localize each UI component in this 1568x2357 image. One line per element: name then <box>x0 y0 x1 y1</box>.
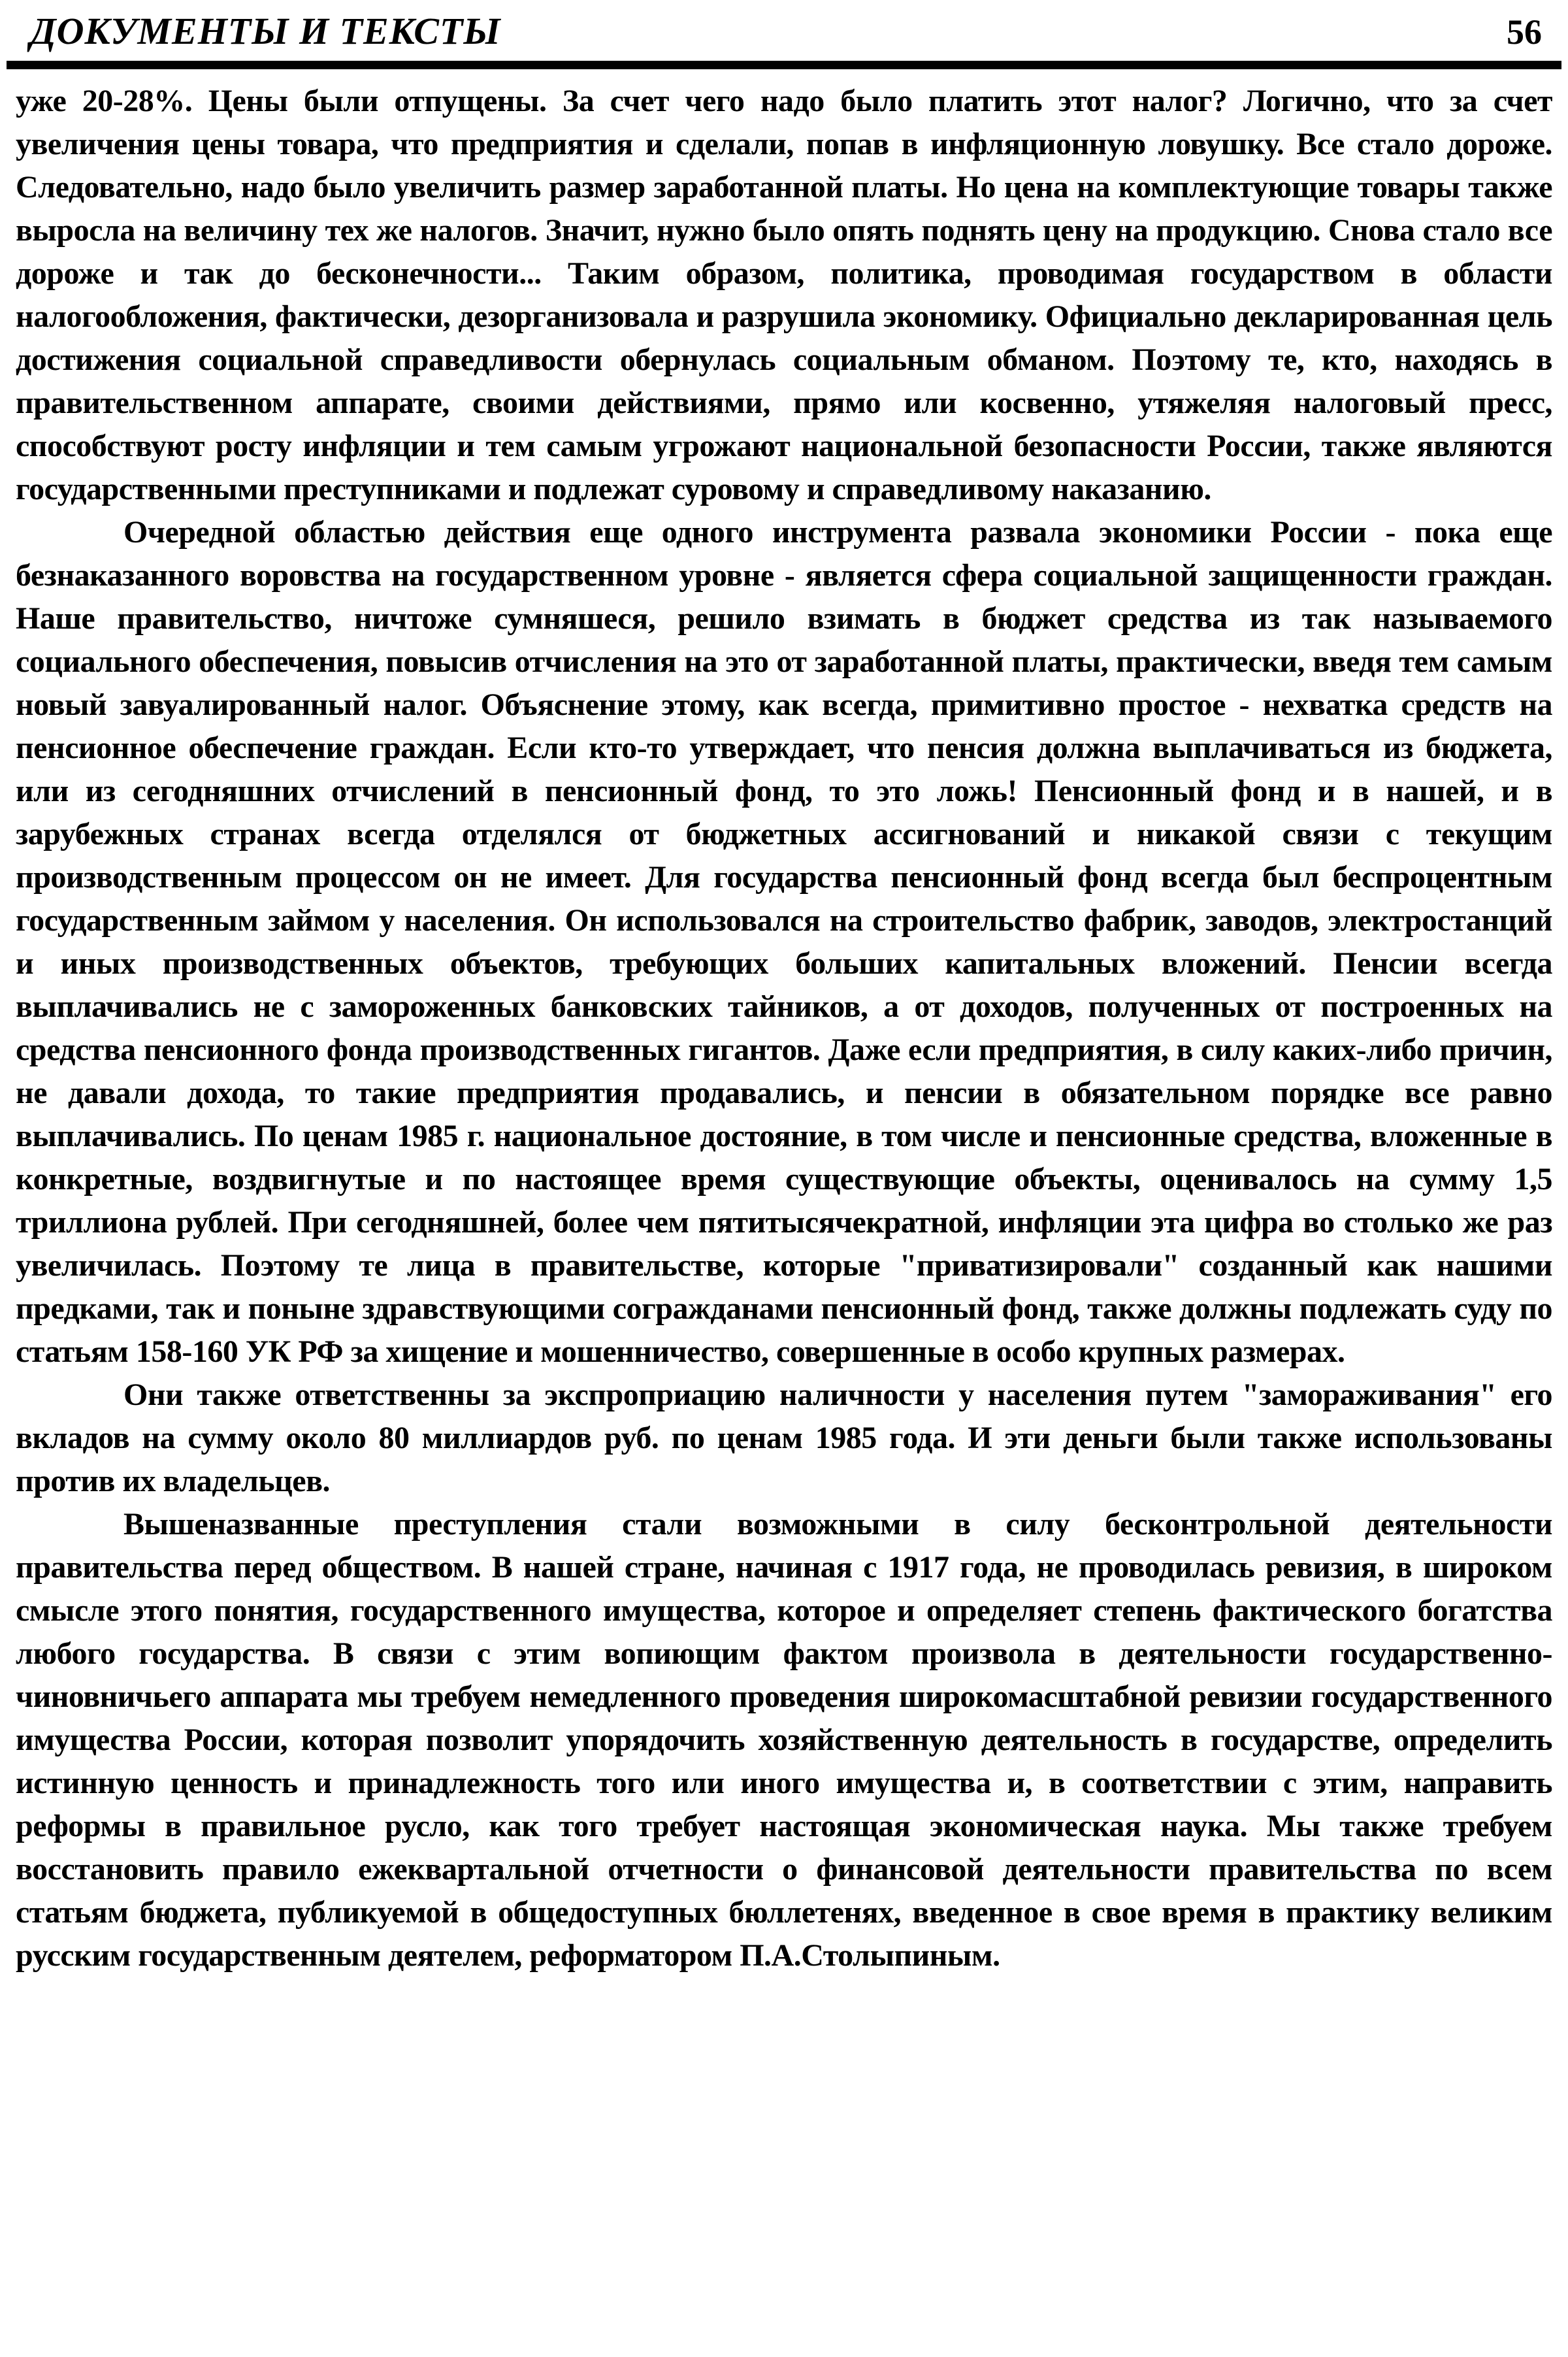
body-paragraph: Вышеназванные преступления стали возможными в силу бесконтрольной деятельности правительства перед обществом. В нашей стране, начиная с 1917 года, не проводилась ревизия, в широком смысле этого понятия, государственного имущества, которое и определяет степень фактического богатства любого государства. В связи с этим вопиющим фактом произвола в деятельности государственно-чиновничьего аппарата мы требуем немедленного проведения широкомасштабной ревизии государственного имущества России, которая позволит упорядочить хозяйственную деятельность в государстве, определить истинную ценность и принадлежность того или иного имущества и, в соответствии с этим, направить реформы в правильное русло, как того требует настоящая экономическая наука. Мы также требуем восстановить правило ежеквартальной отчетности о финансовой деятельности правительства по всем статьям бюджета, публикуемой в общедоступных бюллетенях, введенное в свое время в практику великим русским государственным деятелем, реформатором П.А.Столыпиным. <box>16 1507 1552 1973</box>
document-body <box>0 69 1568 1977</box>
header-title: ДОКУМЕНТЫ И ТЕКСТЫ <box>30 10 501 52</box>
body-paragraph: Очередной областью действия еще одного инструмента развала экономики России - пока еще безнаказанного воровства на государственном уровне - является сфера социальной защищенности граждан. Наше правительство, ничтоже сумняшеся, решило взимать в бюджет средства из так называемого социального обеспечения, повысив отчисления на это от заработанной платы, практически, введя тем самым новый завуалированный налог. Объяснение этому, как всегда, примитивно простое - нехватка средств на пенсионное обеспечение граждан. Если кто-то утверждает, что пенсия должна выплачиваться из бюджета, или из сегодняшних отчислений в пенсионный фонд, то это ложь! Пенсионный фонд и в нашей, и в зарубежных странах всегда отделялся от бюджетных ассигнований и никакой связи с текущим производственным процессом он не имеет. Для государства пенсионный фонд всегда был беспроцентным государственным займом у населения. Он использовался на строительство фабрик, заводов, электростанций и иных производственных объектов, требующих больших капитальных вложений. Пенсии всегда выплачивались не с замороженных банковских тайников, а от доходов, полученных от построенных на средства пенсионного фонда производственных гигантов. Даже если предприятия, в силу каких-либо причин, не давали дохода, то такие предприятия продавались, и пенсии в обязательном порядке все равно выплачивались. По ценам 1985 г. национальное достояние, в том числе и пенсионные средства, вложенные в конкретные, воздвигнутые и по настоящее время существующие объекты, оценивалось на сумму 1,5 триллиона рублей. При сегодняшней, более чем пятитысячекратной, инфляции эта цифра во столько же раз увеличилась. Поэтому те лица в правительстве, которые "приватизировали" созданный как нашими предками, так и поныне здравствующими согражданами пенсионный фонд, также должны подлежать суду по статьям 158-160 УК РФ за хищение и мошенничество, совершенные в особо крупных размерах. <box>16 515 1552 1369</box>
body-paragraph: Они также ответственны за экспроприацию наличности у населения путем "замораживания" его вкладов на сумму около 80 миллиардов руб. по ценам 1985 года. И эти деньги были также использованы против их владельцев. <box>16 1377 1552 1498</box>
header-rule <box>7 61 1561 69</box>
body-paragraph: уже 20-28%. Цены были отпущены. За счет чего надо было платить этот налог? Логично, что за счет увеличения цены товара, что предприятия и сделали, попав в инфляционную ловушку. Все стало дороже. Следовательно, надо было увеличить размер заработанной платы. Но цена на комплектующие товары также выросла на величину тех же налогов. Значит, нужно было опять поднять цену на продукцию. Снова стало все дороже и так до бесконечности... Таким образом, политика, проводимая государством в области налогообложения, фактически, дезорганизовала и разрушила экономику. Официально декларированная цель достижения социальной справедливости обернулась социальным обманом. Поэтому те, кто, находясь в правительственном аппарате, своими действиями, прямо или косвенно, утяжеляя налоговый пресс, способствуют росту инфляции и тем самым угрожают национальной безопасности России, также являются государственными преступниками и подлежат суровому и справедливому наказанию. <box>16 84 1552 506</box>
page-number: 56 <box>1507 12 1542 52</box>
page-header <box>0 0 1568 53</box>
